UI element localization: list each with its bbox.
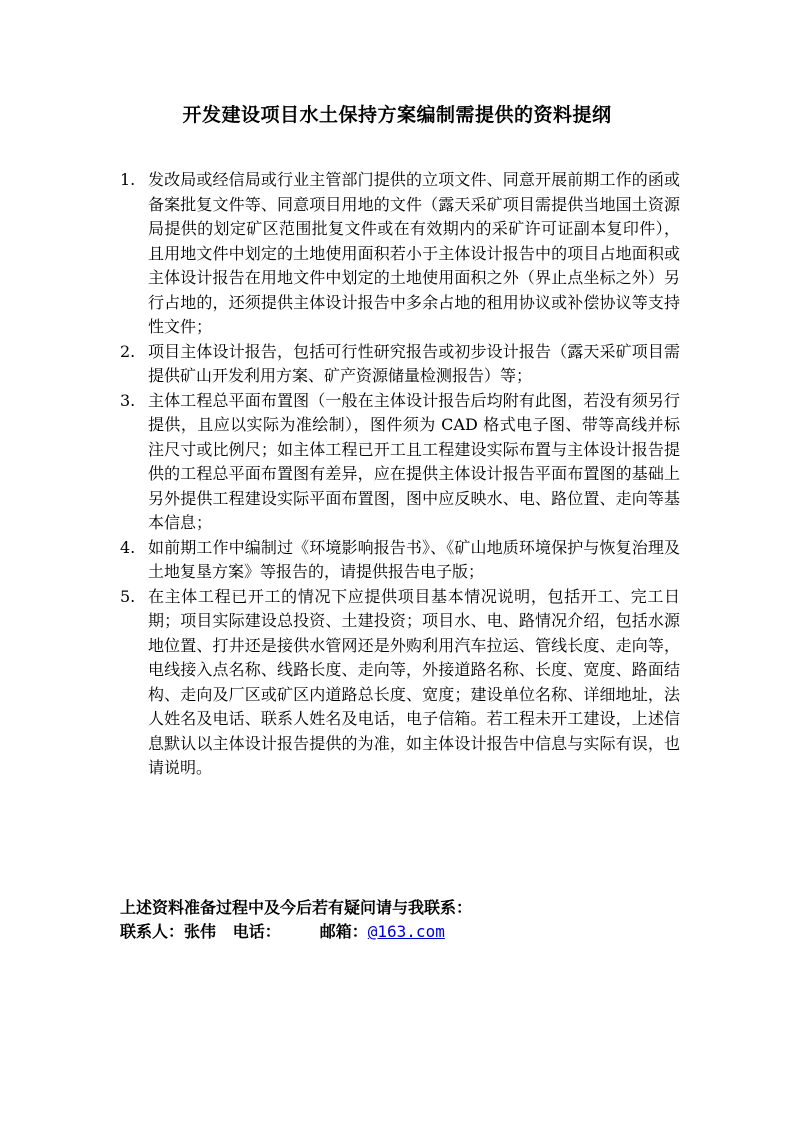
list-item bbox=[120, 585, 680, 781]
contact-line bbox=[120, 920, 680, 944]
item-number: 4. bbox=[120, 537, 136, 557]
list-item bbox=[120, 340, 680, 389]
item-number: 5. bbox=[120, 586, 136, 606]
email-label: 邮箱： bbox=[319, 922, 368, 941]
contact-footer bbox=[120, 896, 680, 944]
requirements-list bbox=[120, 168, 680, 781]
list-item bbox=[120, 168, 680, 340]
contact-person: 联系人：张伟 bbox=[120, 922, 217, 941]
page-title: 开发建设项目水土保持方案编制需提供的资料提纲 bbox=[182, 104, 612, 126]
item-text: 在主体工程已开工的情况下应提供项目基本情况说明，包括开工、完工日期；项目实际建设总投资、土建投资；项目水、电、路情况介绍，包括水源地位置、打井还是接供水管网还是外购利用汽车拉运、管线长度、走向等，电线接入点名称、线路长度、走向等，外接道路名称、长度、宽度、路面结构、走向及厂区或矿区内道路总长度、宽度；建设单位名称、详细地址，法人姓名及电话、联系人姓名及电话，电子信箱。若工程未开工建设，上述信息默认以主体设计报告提供的为准，如主体设计报告中信息与实际有误，也请说明。 bbox=[148, 586, 680, 777]
list-item bbox=[120, 536, 680, 585]
item-text: 如前期工作中编制过《环境影响报告书》、《矿山地质环境保护与恢复治理及土地复垦方案》等报告的，请提供报告电子版； bbox=[148, 537, 680, 581]
item-text: 主体工程总平面布置图（一般在主体设计报告后均附有此图，若没有须另行提供，且应以实际为准绘制），图件须为 CAD 格式电子图、带等高线并标注尺寸或比例尺；如主体工程已开工且工程建设实际布置与主体设计报告提供的工程总平面布置图有差异，应在提供主体设计报告平面布置图的基础上另外提供工程建设实际平面布置图，图中应反映水、电、路位置、走向等基本信息； bbox=[148, 390, 680, 532]
item-text: 发改局或经信局或行业主管部门提供的立项文件、同意开展前期工作的函或备案批复文件等、同意项目用地的文件（露天采矿项目需提供当地国土资源局提供的划定矿区范围批复文件或在有效期内的采矿许可证副本复印件），且用地文件中划定的土地使用面积若小于主体设计报告中的项目占地面积或主体设计报告在用地文件中划定的土地使用面积之外（界止点坐标之外）另行占地的，还须提供主体设计报告中多余占地的租用协议或补偿协议等支持性文件； bbox=[148, 170, 680, 336]
item-number: 1. bbox=[120, 170, 136, 189]
phone-label: 电话： bbox=[232, 922, 281, 941]
item-text: 项目主体设计报告，包括可行性研究报告或初步设计报告（露天采矿项目需提供矿山开发利用方案、矿产资源储量检测报告）等； bbox=[148, 341, 680, 385]
item-number: 2. bbox=[120, 341, 136, 361]
list-item bbox=[120, 389, 680, 536]
item-number: 3. bbox=[120, 390, 136, 410]
contact-intro: 上述资料准备过程中及今后若有疑问请与我联系： bbox=[120, 898, 473, 917]
email-link[interactable]: @163.com bbox=[367, 922, 445, 941]
